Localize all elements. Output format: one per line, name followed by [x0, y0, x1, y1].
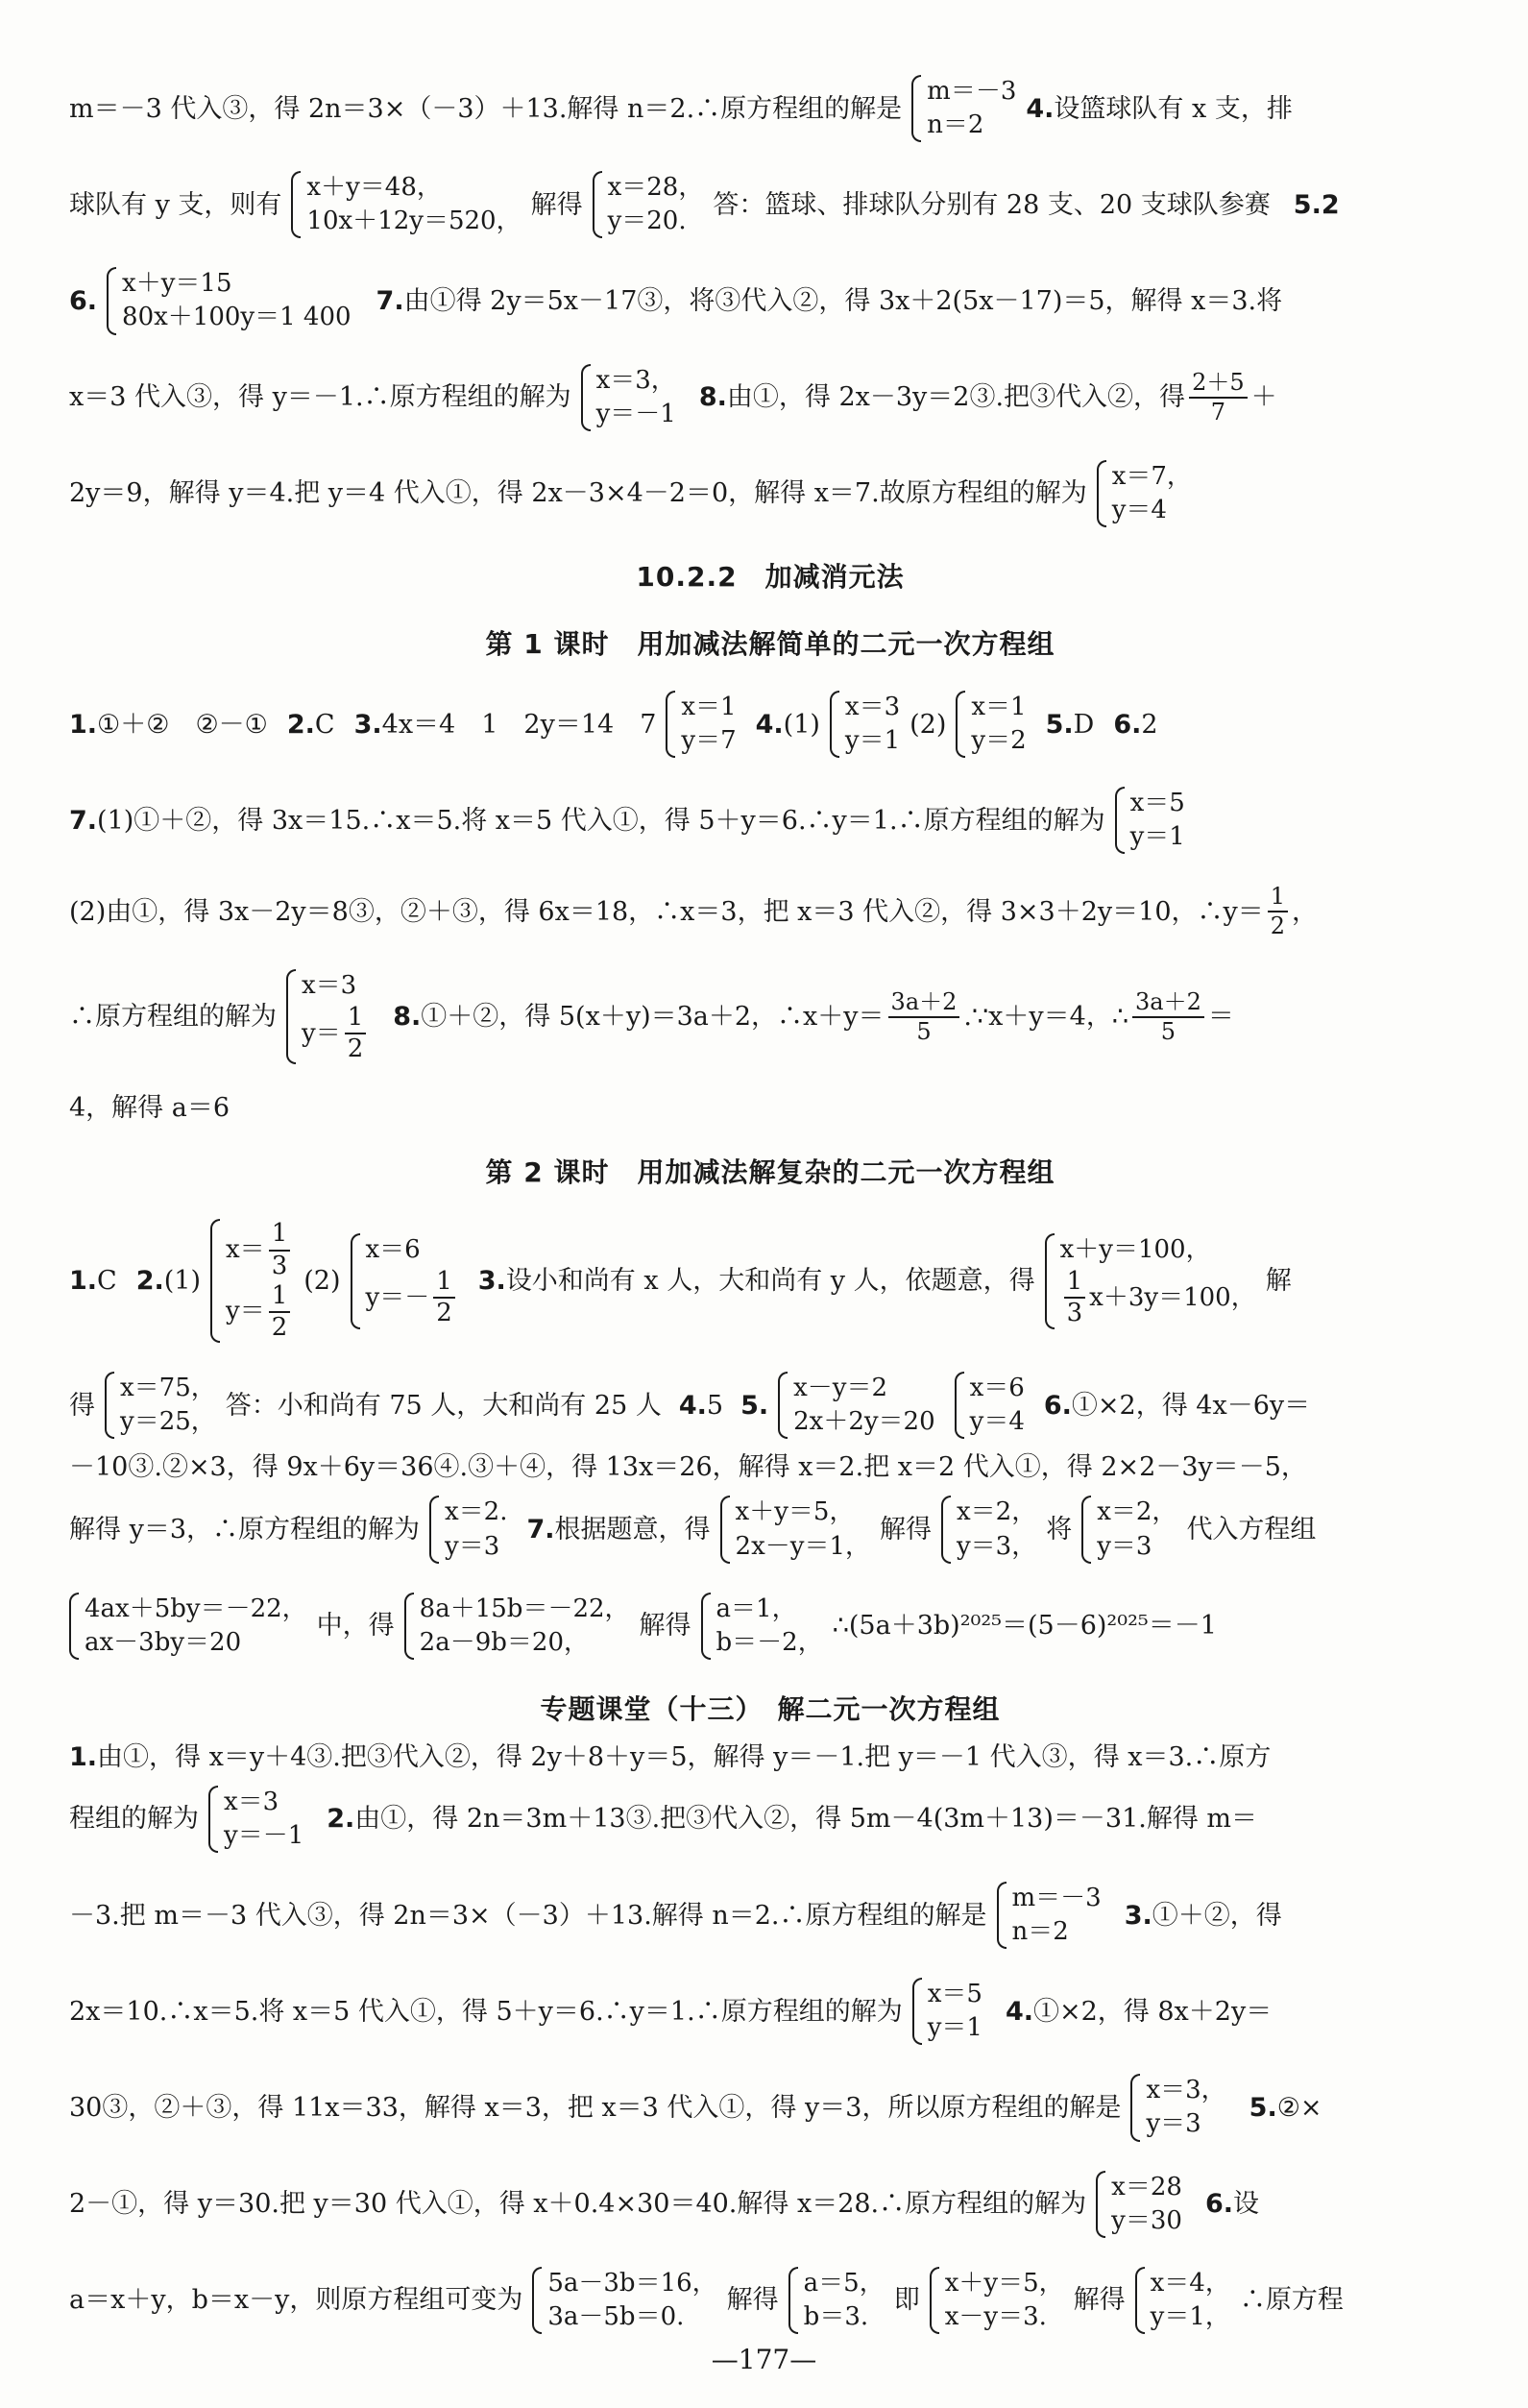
text-line	[69, 1372, 1471, 1439]
text: 由①得 2y＝5x－17③，将③代入②，得 3x＋2(5x－17)＝5，解得 x＝3.将	[403, 285, 1283, 316]
text: 2y＝9，解得 y＝4.把 y＝4 代入①，得 2x－3×4－2＝0，解得 x＝7.故原方程组的解为	[69, 478, 1087, 509]
text: ①＋②，得 5(x＋y)＝3a＋2，∴x＋y＝	[421, 1002, 885, 1033]
text: －3.把 m＝－3 代入③，得 2n＝3×（－3）＋13.解得 n＝2.∴原方程组的解是	[69, 1900, 987, 1931]
text: 4x＝4 1 2y＝14 7	[381, 709, 657, 740]
equation: n＝2	[927, 110, 984, 140]
equation-system	[930, 2267, 1064, 2334]
text: ∴原方程组的解为	[69, 1002, 277, 1033]
text-line	[69, 267, 1471, 334]
question-number: 2.	[327, 1804, 355, 1835]
equation: x＋y＝48，	[306, 173, 442, 203]
brace	[911, 75, 921, 142]
equation: y＝4	[969, 1407, 1025, 1437]
question-number: 3.	[477, 1266, 506, 1297]
equation: x－y＝2	[793, 1374, 888, 1403]
text: 2	[1141, 709, 1158, 740]
page-content	[69, 75, 1471, 2363]
text: 5	[706, 1390, 724, 1421]
question-number: 1.	[69, 1266, 98, 1297]
equation: x＝3	[844, 692, 901, 721]
equation-system	[210, 1219, 294, 1343]
brace	[581, 364, 591, 431]
equation-system	[107, 267, 352, 334]
equation-system	[997, 1882, 1102, 1949]
numerator: 1	[345, 1003, 367, 1034]
equation: ax－3by＝20	[85, 1627, 242, 1657]
equation: x＝6	[365, 1235, 421, 1265]
text: .∵x＋y＝4，∴	[963, 1002, 1129, 1033]
equation: y＝3	[1146, 2109, 1201, 2139]
brace	[778, 1372, 788, 1439]
text: (2)	[303, 1266, 341, 1297]
equation: x＝3，	[1146, 2076, 1226, 2105]
equation: a＝1，	[715, 1593, 797, 1623]
text-line	[69, 1219, 1471, 1343]
text: 解	[1265, 1266, 1292, 1297]
numerator: 2＋5	[1189, 369, 1248, 399]
text: 球队有 y 支，则有	[69, 189, 282, 220]
numerator: 1	[1268, 883, 1288, 912]
equation-system	[778, 1372, 935, 1439]
text-line	[69, 2171, 1471, 2238]
equation-system	[291, 171, 521, 238]
text: 由①，得 2n＝3m＋13③.把③代入②，得 5m－4(3m＋13)＝－31.解得 m＝	[354, 1804, 1258, 1835]
brace	[701, 1593, 711, 1660]
equation: y＝3，	[956, 1531, 1037, 1561]
text-line	[69, 787, 1471, 854]
equation-system	[720, 1496, 870, 1563]
fraction	[433, 1267, 455, 1328]
text-line	[69, 1742, 1471, 1772]
topic-heading: 专题课堂（十三） 解二元一次方程组	[540, 1692, 1001, 1725]
equation-system	[1135, 2267, 1230, 2334]
section-heading: 10.2.2 加减消元法	[636, 560, 905, 593]
text: 2－①，得 y＝30.把 y＝30 代入①，得 x＋0.4×30＝40.解得 x＝28.∴原方程组的解为	[69, 2189, 1087, 2220]
text: 由①，得 x＝y＋4③.把③代入②，得 2y＋8＋y＝5，解得 y＝－1.把 y＝－1 代入③，得 x＝3.∴原方	[97, 1741, 1272, 1772]
brace	[291, 171, 301, 238]
text: ＝	[1207, 1002, 1234, 1033]
question-number: 5.	[740, 1390, 769, 1421]
equation: 80x＋100y＝1 400	[122, 303, 352, 332]
question-number: 3.	[353, 709, 382, 740]
text: 由①，得 2x－3y＝2③.把③代入②，得	[726, 382, 1186, 413]
fraction	[1268, 883, 1288, 940]
brace	[1096, 2171, 1105, 2238]
equation: x＝7，	[1111, 461, 1192, 491]
text: ②×	[1276, 2092, 1322, 2123]
brace	[210, 1219, 220, 1343]
text: (2)	[910, 709, 947, 740]
equation-system	[351, 1233, 459, 1328]
equation: y＝1	[927, 2013, 982, 2043]
fraction	[1064, 1267, 1086, 1328]
equation-system	[1097, 460, 1192, 527]
question-number: 1.	[69, 1741, 98, 1772]
question-number: 6.	[69, 285, 98, 316]
text-line	[69, 171, 1471, 238]
question-number: 8.	[393, 1002, 422, 1033]
fraction	[345, 1003, 367, 1064]
equation: y＝3	[445, 1531, 500, 1561]
equation-system	[956, 691, 1026, 758]
lesson-heading: 第 1 课时 用加减法解简单的二元一次方程组	[485, 627, 1055, 660]
brace	[105, 1372, 114, 1439]
text: 解得	[530, 189, 583, 220]
brace	[941, 1496, 951, 1563]
question-number: 6.	[1113, 709, 1142, 740]
equation-system	[941, 1496, 1036, 1563]
brace	[1130, 2074, 1140, 2141]
text-line	[69, 1978, 1471, 2045]
equation: y＝7	[681, 726, 737, 756]
equation: y＝4	[1111, 495, 1167, 524]
brace	[1135, 2267, 1145, 2334]
equation: x＝1	[971, 692, 1027, 721]
brace	[788, 2267, 798, 2334]
brace	[666, 691, 675, 758]
question-number: 3.	[1124, 1900, 1152, 1931]
equation: m＝－3	[927, 77, 1017, 106]
text: 答：小和尚有 75 人，大和尚有 25 人	[225, 1390, 662, 1421]
text-line	[69, 75, 1471, 142]
equation: 4ax＋5by＝－22，	[85, 1593, 307, 1623]
brace	[997, 1882, 1007, 1949]
text: 解得 y＝3，∴原方程组的解为	[69, 1514, 421, 1545]
question-number: 4.	[755, 709, 784, 740]
question-number: 4.	[1005, 1996, 1033, 2027]
denominator: 5	[1160, 1017, 1176, 1045]
equation: y＝ $\frac{1}{2}$	[226, 1281, 294, 1343]
denominator: 5	[916, 1017, 932, 1045]
text: 程组的解为	[69, 1804, 199, 1835]
equation: b＝－2，	[715, 1627, 823, 1657]
question-number: 2.	[135, 1266, 164, 1297]
text: (2)由①，得 3x－2y＝8③，②＋③，得 6x＝18，∴x＝3，把 x＝3 代入②，得 3×3＋2y＝10，∴y＝	[69, 896, 1264, 927]
page-number: —177—	[711, 2344, 817, 2375]
text: 将	[1046, 1514, 1073, 1545]
equation: x＋y＝15	[122, 269, 232, 299]
equation-lhs: y＝	[302, 1018, 341, 1048]
equation-system	[69, 1593, 307, 1660]
equation-system	[208, 1786, 303, 1853]
equation: n＝2	[1011, 1917, 1069, 1947]
denominator: 2	[436, 1299, 452, 1328]
text: 解得	[1073, 2285, 1126, 2316]
fraction	[269, 1281, 291, 1343]
brace	[404, 1593, 414, 1660]
text: ＋	[1250, 382, 1277, 413]
numerator: 1	[269, 1219, 291, 1251]
equation-system	[404, 1593, 630, 1660]
question-number: 7.	[376, 285, 404, 316]
text-line	[69, 883, 1471, 940]
text: 中，得	[316, 1611, 395, 1642]
equation-system	[1081, 1496, 1176, 1563]
question-number: 6.	[1043, 1390, 1072, 1421]
equation: y＝3	[1097, 1531, 1152, 1561]
question-number: 4.	[1026, 93, 1055, 124]
equation-system	[701, 1593, 823, 1660]
text-line	[69, 1496, 1471, 1563]
equation: x＝2，	[1097, 1497, 1177, 1527]
equation-rest: x＋3y＝100，	[1089, 1282, 1256, 1312]
equation: x＝28	[1111, 2172, 1182, 2201]
question-number: 8.	[698, 382, 727, 413]
equation: x＋y＝5，	[735, 1497, 855, 1527]
text-line	[69, 1882, 1471, 1949]
text-line	[69, 691, 1471, 758]
equation: 2x－y＝1，	[735, 1531, 870, 1561]
text: 解得	[726, 2285, 779, 2316]
equation: x＝3，	[595, 365, 676, 395]
equation: x＝28，	[607, 173, 704, 203]
equation-system	[788, 2267, 885, 2334]
text: 即	[893, 2285, 920, 2316]
text: 设篮球队有 x 支，排	[1054, 93, 1293, 124]
equation: 8a＋15b＝－22，	[419, 1593, 630, 1623]
equation: x＝1	[681, 692, 737, 721]
text-line	[69, 2267, 1471, 2334]
equation-system	[955, 1372, 1025, 1439]
equation: x＝6	[969, 1374, 1025, 1403]
equation-system	[532, 2267, 716, 2334]
text-line	[69, 1093, 1471, 1123]
question-number: 7.	[69, 805, 98, 836]
text: a＝x＋y，b＝x－y，则原方程组可变为	[69, 2285, 523, 2316]
equation: x＝5	[1129, 789, 1185, 818]
equation: y＝2	[971, 726, 1027, 756]
equation	[1060, 1267, 1256, 1328]
equation: y＝25，	[120, 1407, 216, 1437]
equation: x＝3	[302, 970, 357, 1000]
equation: y＝30	[1111, 2205, 1182, 2235]
text: 30③，②＋③，得 11x＝33，解得 x＝3，把 x＝3 代入①，得 y＝3，所以原方程组的解是	[69, 2092, 1122, 2123]
equation-system	[666, 691, 736, 758]
question-number: 5.2	[1293, 189, 1340, 220]
text-line	[69, 1593, 1471, 1660]
text: ①×2，得 8x＋2y＝	[1032, 1996, 1273, 2027]
fraction	[1189, 369, 1248, 426]
text: C	[97, 1266, 117, 1297]
equation: y＝1	[1129, 822, 1185, 852]
text: x＝3 代入③，得 y＝－1.∴原方程组的解为	[69, 382, 571, 413]
equation: x＝ $\frac{1}{3}$	[226, 1219, 294, 1280]
brace	[286, 969, 296, 1064]
text: 4，解得 a＝6	[69, 1093, 230, 1124]
equation: 2x＋2y＝20	[793, 1407, 935, 1437]
brace	[593, 171, 602, 238]
text: －10③.②×3，得 9x＋6y＝36④.③＋④，得 13x＝26，解得 x＝2.把 x＝2 代入①，得 2×2－3y＝－5，	[69, 1452, 1307, 1483]
equation	[302, 1003, 370, 1064]
equation: b＝3.	[803, 2301, 869, 2331]
brace	[69, 1593, 79, 1660]
lesson-heading: 第 2 课时 用加减法解复杂的二元一次方程组	[485, 1156, 1055, 1189]
equation: x＋y＝100，	[1059, 1235, 1211, 1265]
brace	[351, 1233, 360, 1328]
text: 代入方程组	[1186, 1514, 1317, 1545]
text: C	[314, 709, 335, 740]
equation: y＝1	[844, 726, 901, 756]
brace	[1081, 1496, 1091, 1563]
question-number: 5.	[1249, 2092, 1277, 2123]
question-number: 4.	[678, 1390, 707, 1421]
brace	[720, 1496, 730, 1563]
text-line	[69, 460, 1471, 527]
equation-system	[1045, 1233, 1256, 1328]
text: D	[1073, 709, 1095, 740]
text: 解得	[879, 1514, 932, 1545]
brace	[1097, 460, 1106, 527]
equation: x－y＝3.	[944, 2301, 1047, 2331]
numerator: 1	[269, 1281, 291, 1313]
equation: a＝5，	[803, 2268, 885, 2298]
denominator: 2	[347, 1034, 364, 1064]
text: 设小和尚有 x 人，大和尚有 y 人，依题意，得	[505, 1266, 1035, 1297]
brace	[912, 1978, 922, 2045]
denominator: 2	[1270, 912, 1286, 940]
text-line	[69, 2074, 1471, 2141]
numerator: 3a＋2	[1132, 988, 1204, 1018]
text: 得	[69, 1390, 95, 1421]
equation: x＝5	[927, 1980, 982, 2009]
fraction	[888, 988, 960, 1046]
equation: 3a－5b＝0.	[547, 2301, 685, 2331]
equation-system	[429, 1496, 507, 1563]
text: 设	[1232, 2189, 1259, 2220]
equation: y＝20.	[607, 207, 687, 236]
fraction	[1132, 988, 1204, 1046]
text: 根据题意，得	[554, 1514, 711, 1545]
equation-system	[830, 691, 900, 758]
numerator: 1	[1064, 1267, 1086, 1299]
equation: x＝75，	[120, 1374, 216, 1403]
question-number: 6.	[1204, 2189, 1233, 2220]
equation: x＝2.	[445, 1497, 508, 1527]
text: ∴原方程	[1239, 2285, 1344, 2316]
text: (1)	[163, 1266, 202, 1297]
equation: m＝－3	[1011, 1884, 1102, 1913]
equation-system	[1115, 787, 1185, 854]
equation: x＝3	[224, 1787, 279, 1816]
text-line	[69, 364, 1471, 431]
brace	[208, 1786, 218, 1853]
question-number: 5.	[1045, 709, 1074, 740]
brace	[930, 2267, 939, 2334]
text: ①＋② ②－①	[97, 709, 268, 740]
equation: x＋y＝5，	[944, 2268, 1064, 2298]
denominator: 3	[271, 1251, 288, 1280]
equation-system	[105, 1372, 216, 1439]
equation-system	[1096, 2171, 1182, 2238]
denominator: 7	[1210, 398, 1225, 426]
question-number: 1.	[69, 709, 98, 740]
equation: y＝－1	[595, 399, 676, 428]
equation: 2a－9b＝20，	[419, 1627, 589, 1657]
text: (1)①＋②，得 3x＝15.∴x＝5.将 x＝5 代入①，得 5＋y＝6.∴y＝1.∴原方程组的解为	[97, 805, 1105, 836]
equation-system	[593, 171, 704, 238]
equation-system	[912, 1978, 982, 2045]
text: m＝－3 代入③，得 2n＝3×（－3）＋13.解得 n＝2.∴原方程组的解是	[69, 93, 903, 124]
equation: 5a－3b＝16，	[547, 2268, 717, 2298]
equation: x＝2，	[956, 1497, 1037, 1527]
question-number: 7.	[526, 1514, 555, 1545]
denominator: 2	[271, 1312, 288, 1342]
numerator: 3a＋2	[888, 988, 960, 1018]
text: 答：篮球、排球队分别有 28 支、20 支球队参赛	[713, 189, 1271, 220]
text: ，	[1292, 896, 1319, 927]
equation-system	[286, 969, 370, 1064]
brace	[830, 691, 839, 758]
text-line	[69, 1452, 1471, 1482]
brace	[107, 267, 116, 334]
fraction	[269, 1219, 291, 1280]
denominator: 3	[1066, 1299, 1083, 1328]
brace	[1045, 1233, 1055, 1328]
text: ①＋②，得	[1152, 1900, 1282, 1931]
text: 解得	[639, 1611, 691, 1642]
brace	[532, 2267, 542, 2334]
equation: y＝1，	[1150, 2301, 1230, 2331]
equation-system	[1130, 2074, 1225, 2141]
text: 2x＝10.∴x＝5.将 x＝5 代入①，得 5＋y＝6.∴y＝1.∴原方程组的解为	[69, 1996, 903, 2027]
equation: 10x＋12y＝520，	[306, 207, 521, 236]
text: ∴(5a＋3b)²⁰²⁵＝(5－6)²⁰²⁵＝－1	[832, 1611, 1217, 1642]
numerator: 1	[433, 1267, 455, 1299]
text: ①×2，得 4x－6y＝	[1071, 1390, 1311, 1421]
text: (1)	[783, 709, 820, 740]
brace	[956, 691, 965, 758]
brace	[955, 1372, 964, 1439]
question-number: 2.	[286, 709, 315, 740]
equation: y＝－1	[224, 1820, 304, 1850]
text-line	[69, 969, 1471, 1064]
equation: y＝－ $\frac{1}{2}$	[366, 1267, 459, 1328]
equation: x＝4，	[1150, 2268, 1230, 2298]
brace	[1115, 787, 1125, 854]
equation-system	[911, 75, 1016, 142]
text-line	[69, 1786, 1471, 1853]
brace	[429, 1496, 439, 1563]
equation-system	[581, 364, 676, 431]
